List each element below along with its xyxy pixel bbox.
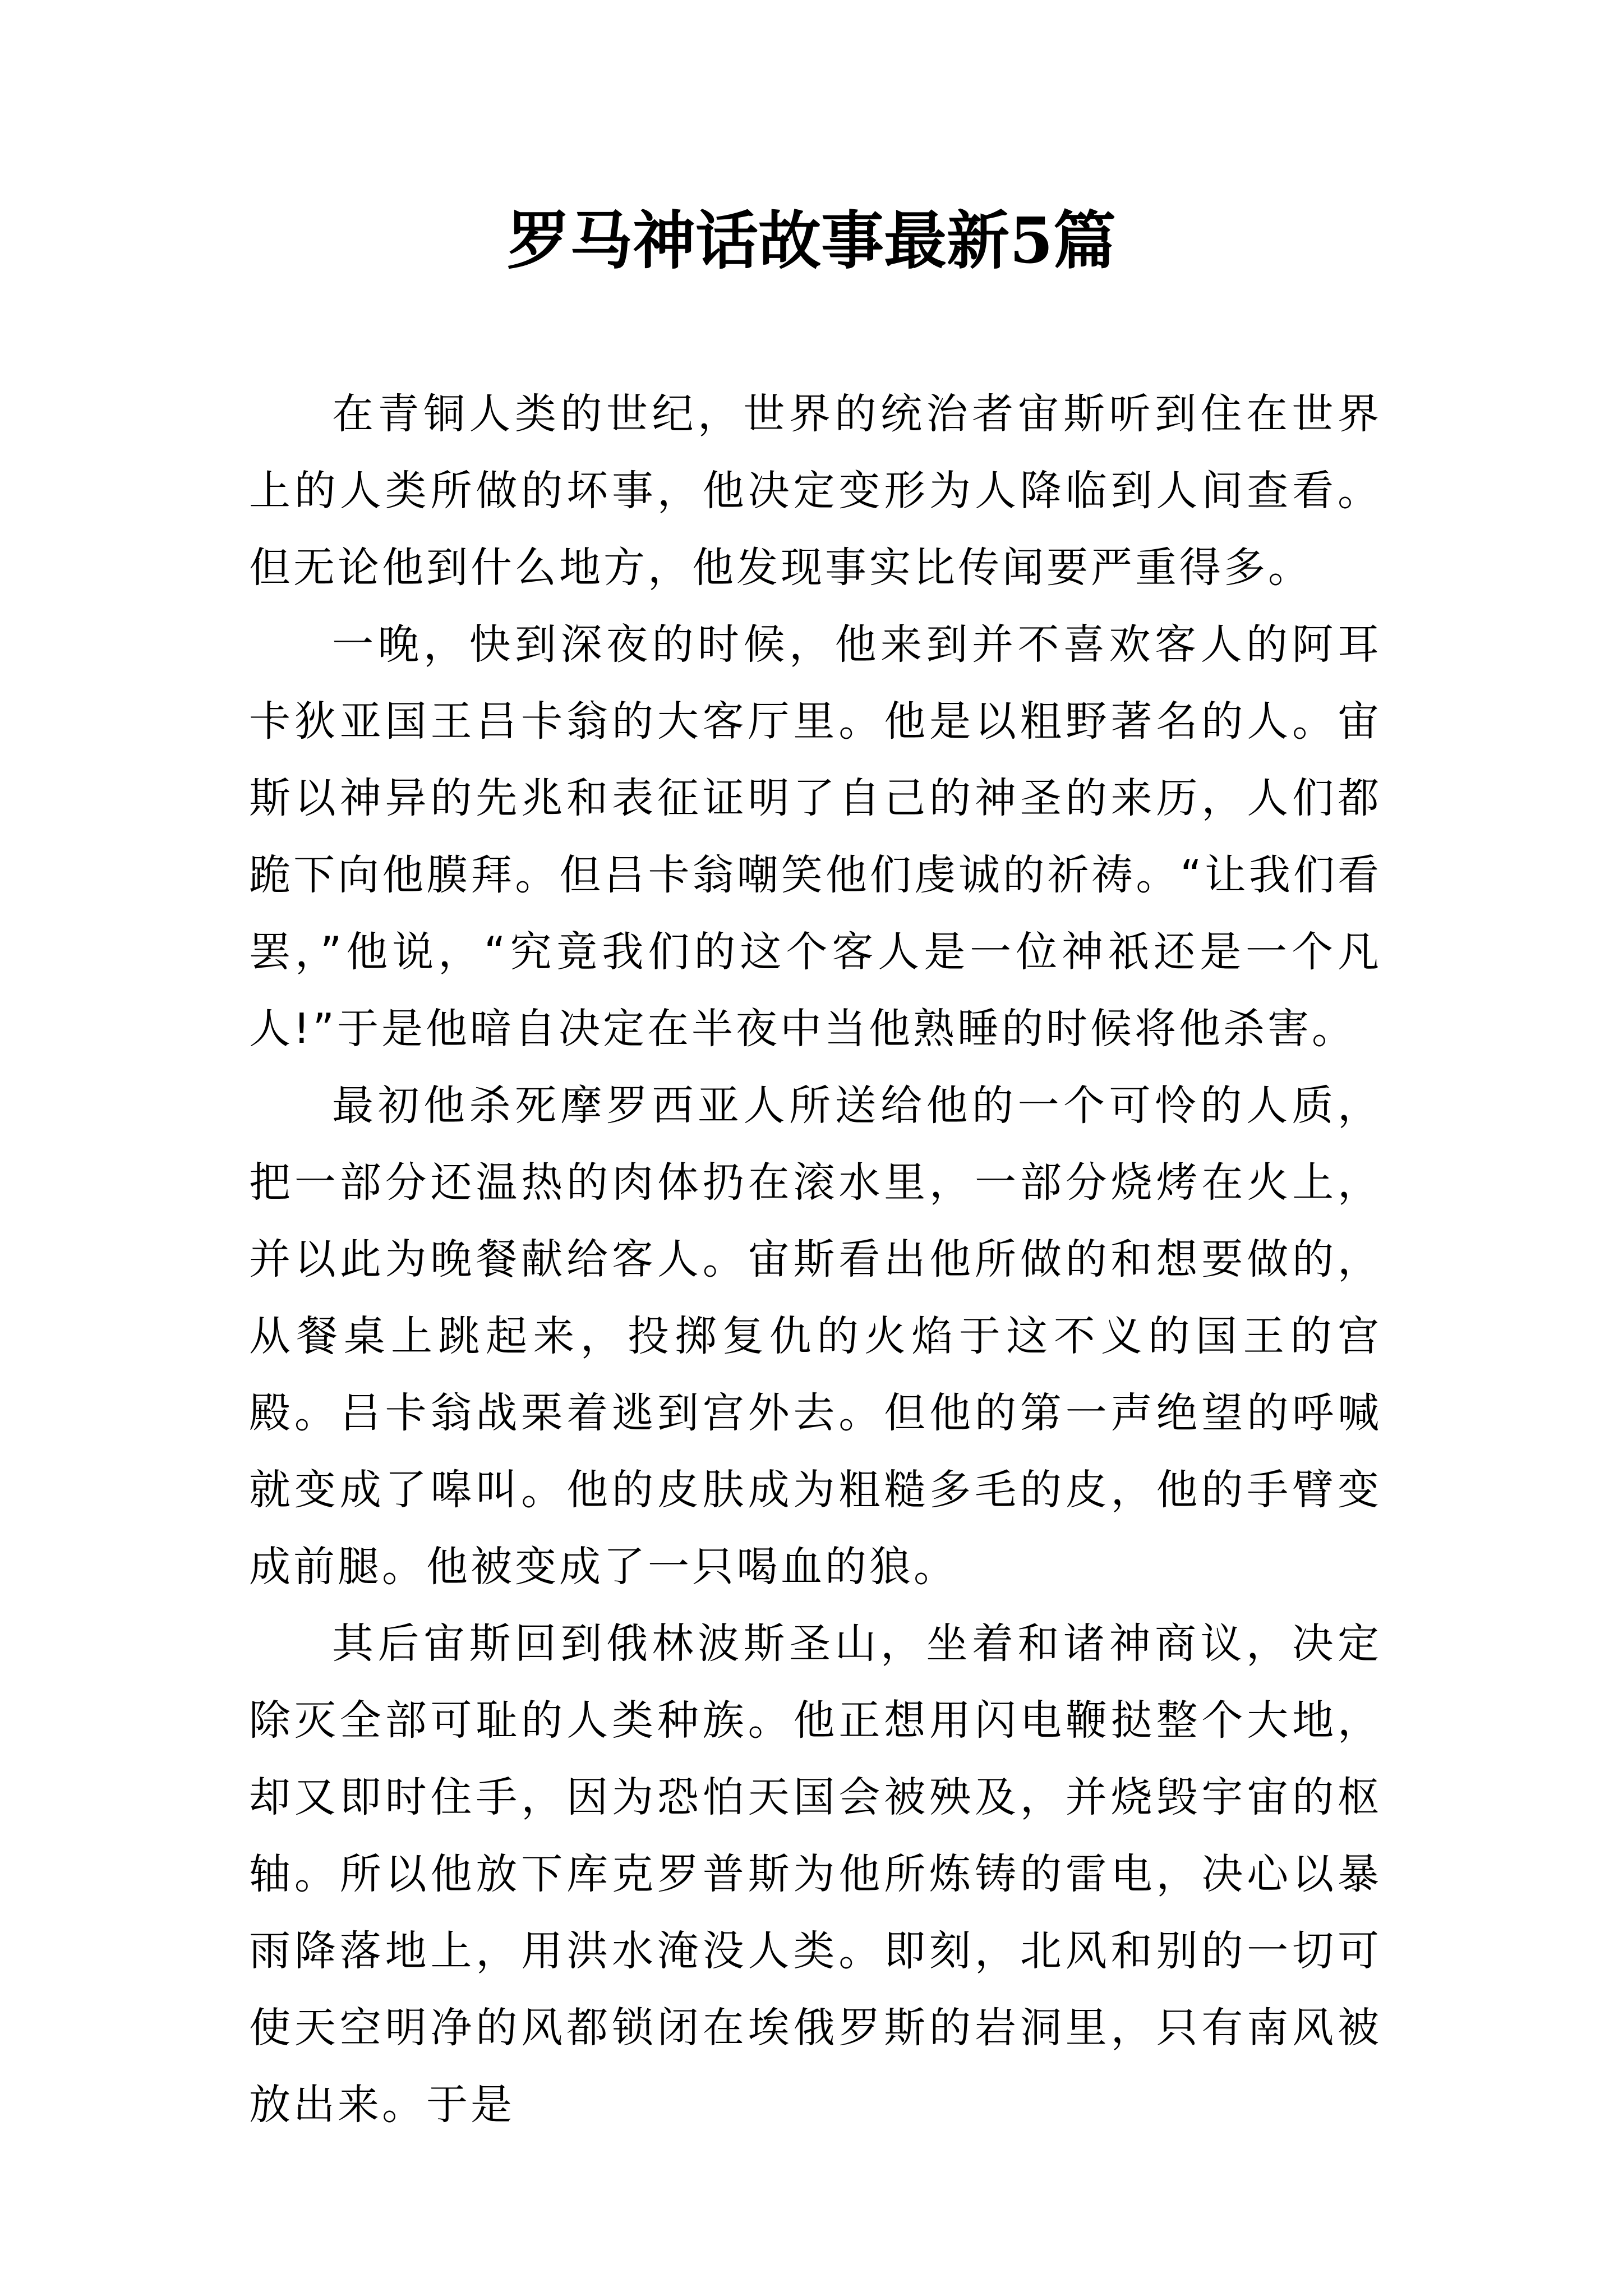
- document-title: 罗马神话故事最新5篇: [507, 204, 1116, 278]
- paragraph-1: 在青铜人类的世纪，世界的统治者宙斯听到住在世界上的人类所做的坏事，他决定变形为人降临到人间查看。但无论他到什么地方，他发现事实比传闻要严重得多。: [249, 390, 1382, 592]
- document-body: [249, 376, 1382, 2143]
- paragraph-2: 一晚，快到深夜的时候，他来到并不喜欢客人的阿耳卡狄亚国王吕卡翁的大客厅里。他是以粗野著名的人。宙斯以神异的先兆和表征证明了自己的神圣的来历，人们都跪下向他膜拜。但吕卡翁嘲笑他们虔诚的祈祷。“让我们看罢，”他说，“究竟我们的这个客人是一位神祇还是一个凡人!”于是他暗自决定在半夜中当他熟睡的时候将他杀害。: [249, 620, 1382, 1053]
- paragraph-3: 最初他杀死摩罗西亚人所送给他的一个可怜的人质，把一部分还温热的肉体扔在滚水里，一部分烧烤在火上，并以此为晚餐献给客人。宙斯看出他所做的和想要做的，从餐桌上跳起来，投掷复仇的火焰于这不义的国王的宫殿。吕卡翁战栗着逃到宫外去。但他的第一声绝望的呼喊就变成了嗥叫。他的皮肤成为粗糙多毛的皮，他的手臂变成前腿。他被变成了一只喝血的狼。: [249, 1082, 1382, 1591]
- paragraph-4: 其后宙斯回到俄林波斯圣山，坐着和诸神商议，决定除灭全部可耻的人类种族。他正想用闪电鞭挞整个大地，却又即时住手，因为恐怕天国会被殃及，并烧毁宇宙的枢轴。所以他放下库克罗普斯为他所炼铸的雷电，决心以暴雨降落地上，用洪水淹没人类。即刻，北风和别的一切可使天空明净的风都锁闭在埃俄罗斯的岩洞里，只有南风被放出来。于是: [249, 1619, 1382, 2129]
